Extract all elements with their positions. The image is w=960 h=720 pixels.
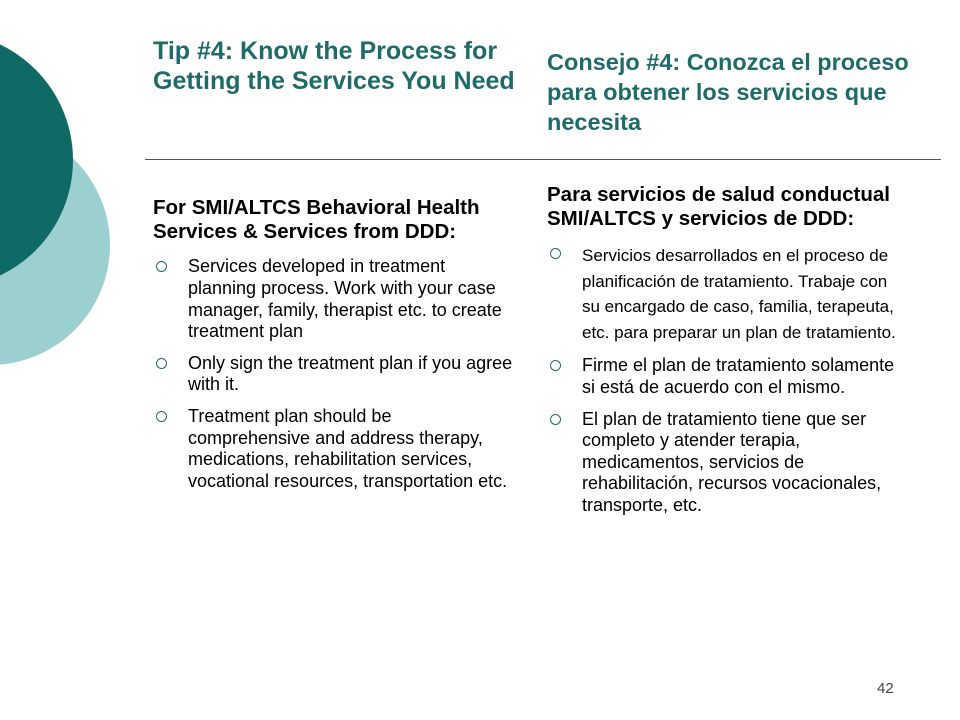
list-item-text: El plan de tratamiento tiene que ser completo y atender terapia, medicamentos, servicios de rehabilitación, recursos vocacionales, transporte, etc. <box>582 408 882 515</box>
list-item-text: Only sign the treatment plan if you agree with it. <box>188 352 513 395</box>
english-subheading: For SMI/ALTCS Behavioral Health Services & Services from DDD: <box>153 196 480 244</box>
circle-bullet-icon <box>156 358 167 369</box>
decorative-circles <box>0 0 140 400</box>
title-divider <box>145 159 941 160</box>
circle-bullet-icon <box>156 261 167 272</box>
english-bullet-list <box>153 256 513 492</box>
title-spanish: Consejo #4: Conozca el proceso para obtener los servicios que necesita <box>547 49 909 135</box>
list-item-text: Treatment plan should be comprehensive and address therapy, medications, rehabilitation services, vocational resources, transportation etc. <box>188 405 508 491</box>
title-english: Tip #4: Know the Process for Getting the Services You Need <box>153 37 515 95</box>
list-item <box>153 353 513 396</box>
page-number: 42 <box>877 680 894 697</box>
list-item-text: Firme el plan de tratamiento solamente si está de acuerdo con el mismo. <box>582 355 895 397</box>
spanish-bullet-list <box>547 243 897 516</box>
circle-bullet-icon <box>156 411 167 422</box>
list-item-text: Services developed in treatment planning process. Work with your case manager, family, therapist etc. to create treatment plan <box>188 256 502 342</box>
list-item <box>153 256 513 342</box>
circle-bullet-icon <box>550 248 561 259</box>
english-column <box>153 196 513 502</box>
spanish-subheading: Para servicios de salud conductual SMI/ALTCS y servicios de DDD: <box>547 183 890 231</box>
spanish-column <box>547 183 897 527</box>
list-item <box>153 406 513 492</box>
list-item-text: Servicios desarrollados en el proceso de planificación de tratamiento. Trabaje con su encargado de caso, familia, terapeuta, etc. para preparar un plan de tratamiento. <box>582 246 896 342</box>
list-item <box>547 409 897 517</box>
list-item <box>547 243 897 345</box>
circle-bullet-icon <box>550 414 561 425</box>
list-item <box>547 355 897 398</box>
circle-bullet-icon <box>550 360 561 371</box>
